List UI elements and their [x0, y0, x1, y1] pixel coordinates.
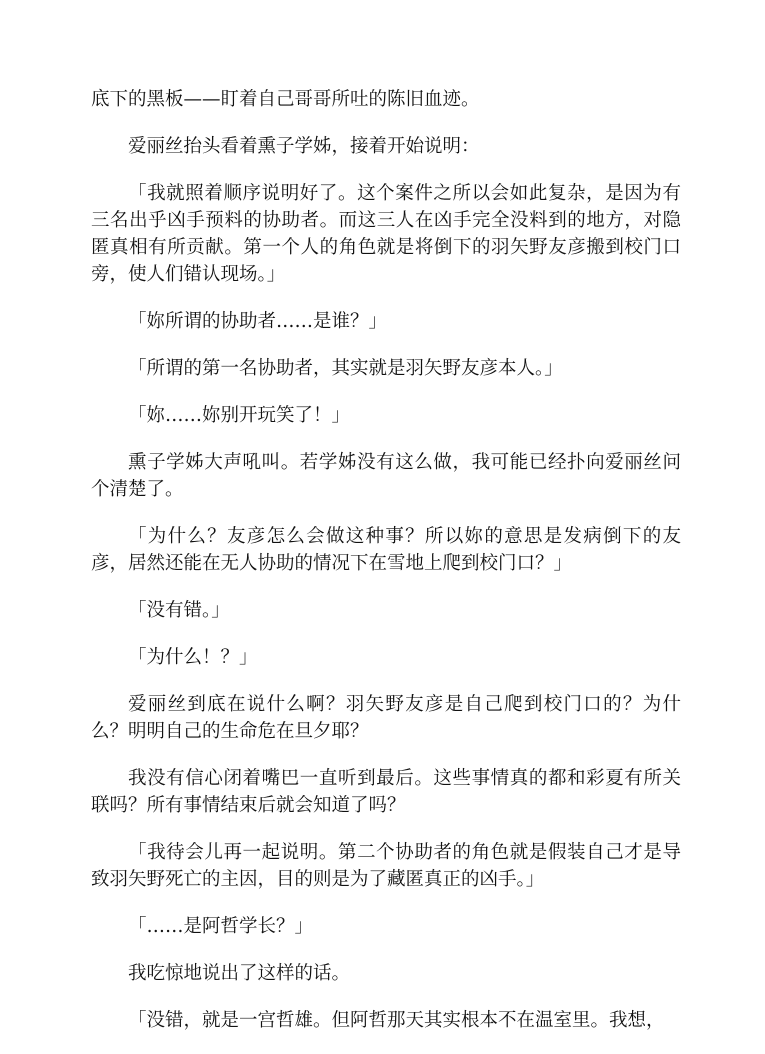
paragraph-6: 「妳……妳别开玩笑了！」 — [128, 405, 351, 426]
paragraph-15: 我吃惊地说出了这样的话。 — [128, 963, 351, 984]
paragraph-5: 「所谓的第一名协助者，其实就是羽矢野友彦本人。」 — [128, 358, 563, 379]
paragraph-11: 爱丽丝到底在说什么啊？羽矢野友彦是自己爬到校门口的？为什么？明明自己的生命危在旦夕耶？ — [91, 694, 681, 742]
paragraph-4: 「妳所谓的协助者……是谁？」 — [128, 311, 388, 332]
body-text — [91, 86, 681, 1054]
paragraph-16: 「没错，就是一宫哲雄。但阿哲那天其实根本不在温室里。我想， — [128, 1010, 665, 1031]
paragraph-8: 「为什么？友彦怎么会做这种事？所以妳的意思是发病倒下的友彦，居然还能在无人协助的情况下在雪地上爬到校门口？」 — [91, 526, 681, 574]
paragraph-14: 「……是阿哲学长？」 — [128, 916, 314, 937]
paragraph-13: 「我待会儿再一起说明。第二个协助者的角色就是假装自己才是导致羽矢野死亡的主因，目的则是为了藏匿真正的凶手。」 — [91, 842, 681, 890]
paragraph-3: 「我就照着顺序说明好了。这个案件之所以会如此复杂，是因为有三名出乎凶手预料的协助者。而这三人在凶手完全没料到的地方，对隐匿真相有所贡献。第一个人的角色就是将倒下的羽矢野友彦搬到校门口旁，使人们错认现场。」 — [91, 183, 681, 285]
paragraph-7: 熏子学姊大声吼叫。若学姊没有这么做，我可能已经扑向爱丽丝问个清楚了。 — [91, 452, 681, 500]
paragraph-1: 底下的黑板——盯着自己哥哥所吐的陈旧血迹。 — [91, 89, 480, 110]
paragraph-2: 爱丽丝抬头看着熏子学姊，接着开始说明： — [128, 136, 480, 157]
paragraph-9: 「没有错。」 — [128, 600, 230, 621]
paragraph-10: 「为什么！？」 — [128, 647, 258, 668]
paragraph-12: 我没有信心闭着嘴巴一直听到最后。这些事情真的都和彩夏有所关联吗？所有事情结束后就会知道了吗？ — [91, 768, 681, 816]
